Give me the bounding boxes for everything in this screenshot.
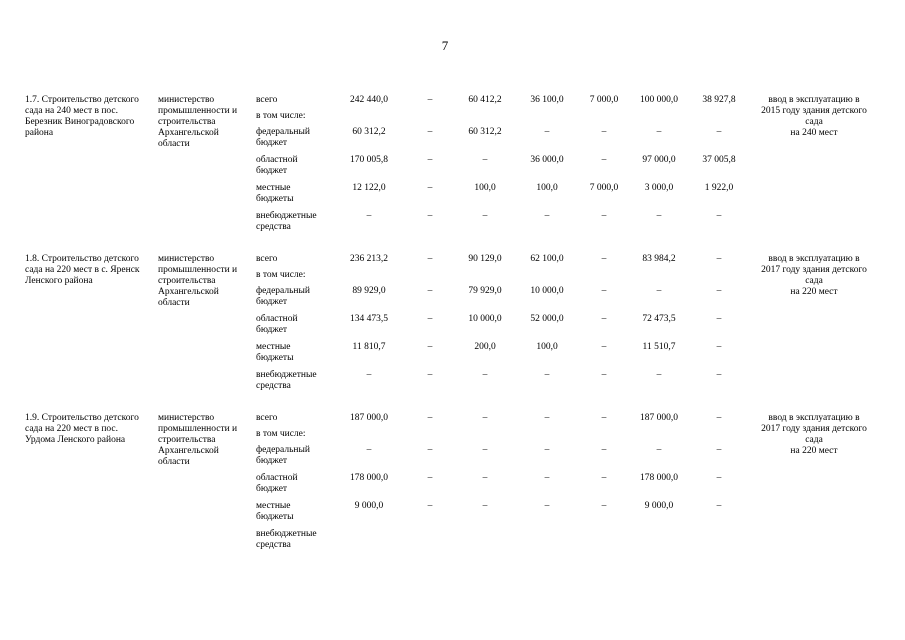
- funding-value: 36 100,0: [530, 95, 564, 105]
- funding-row: [0, 370, 905, 392]
- funding-source-label: в том числе:: [256, 111, 306, 121]
- funding-row: [0, 529, 905, 551]
- entry-executor: министерство промышленности и строительства Архангельской области: [158, 95, 238, 149]
- funding-value: 60 312,2: [352, 127, 386, 137]
- funding-source-label: внебюджетные средства: [256, 529, 317, 550]
- entry-name: 1.8. Строительство детского сада на 220 мест в с. Яренск Ленского района: [25, 254, 140, 286]
- funding-value: –: [716, 254, 722, 264]
- funding-value: 178 000,0: [640, 473, 678, 483]
- funding-value: 1 922,0: [704, 183, 734, 193]
- funding-value: 100,0: [536, 342, 558, 352]
- funding-value: –: [544, 445, 550, 455]
- funding-value: –: [482, 155, 488, 165]
- funding-value: –: [656, 370, 662, 380]
- funding-row: [0, 183, 905, 205]
- funding-source-label: федеральный бюджет: [256, 127, 310, 148]
- funding-value: 89 929,0: [352, 286, 386, 296]
- funding-value: –: [482, 370, 488, 380]
- funding-value: 83 984,2: [642, 254, 676, 264]
- funding-row: [0, 473, 905, 495]
- funding-value: –: [656, 286, 662, 296]
- page-number: 7: [441, 38, 449, 53]
- funding-value: –: [601, 413, 607, 423]
- funding-value: –: [427, 211, 433, 221]
- funding-value: –: [716, 370, 722, 380]
- funding-value: –: [427, 127, 433, 137]
- funding-source-label: областной бюджет: [256, 314, 298, 335]
- entry-name: 1.7. Строительство детского сада на 240 мест в пос. Березник Виноградовского района: [25, 95, 139, 138]
- funding-value: –: [427, 286, 433, 296]
- funding-value: 90 129,0: [468, 254, 502, 264]
- funding-source-label: областной бюджет: [256, 473, 298, 494]
- funding-value: –: [601, 254, 607, 264]
- entry-executor: министерство промышленности и строительства Архангельской области: [158, 413, 238, 467]
- funding-source-label: областной бюджет: [256, 155, 298, 176]
- funding-value: 178 000,0: [350, 473, 388, 483]
- funding-value: –: [482, 413, 488, 423]
- funding-value: 62 100,0: [530, 254, 564, 264]
- funding-value: –: [427, 445, 433, 455]
- funding-value: 10 000,0: [530, 286, 564, 296]
- entry-executor: министерство промышленности и строительства Архангельской области: [158, 254, 238, 308]
- funding-value: –: [716, 314, 722, 324]
- funding-value: –: [656, 211, 662, 221]
- funding-value: –: [482, 211, 488, 221]
- funding-value: –: [601, 155, 607, 165]
- funding-source-label: в том числе:: [256, 429, 306, 439]
- funding-value: –: [656, 445, 662, 455]
- funding-value: 170 005,8: [350, 155, 388, 165]
- funding-value: 3 000,0: [644, 183, 674, 193]
- funding-value: –: [427, 342, 433, 352]
- funding-source-label: местные бюджеты: [256, 183, 294, 204]
- funding-value: 100 000,0: [640, 95, 678, 105]
- funding-row: [0, 211, 905, 233]
- funding-value: 9 000,0: [354, 501, 384, 511]
- funding-value: –: [427, 183, 433, 193]
- funding-value: 187 000,0: [350, 413, 388, 423]
- funding-source-label: местные бюджеты: [256, 501, 294, 522]
- funding-value: –: [601, 473, 607, 483]
- funding-value: –: [544, 501, 550, 511]
- funding-value: –: [601, 370, 607, 380]
- funding-source-label: внебюджетные средства: [256, 211, 317, 232]
- funding-value: –: [482, 501, 488, 511]
- funding-source-label: местные бюджеты: [256, 342, 294, 363]
- funding-value: 72 473,5: [642, 314, 676, 324]
- funding-value: 60 412,2: [468, 95, 502, 105]
- funding-value: –: [544, 211, 550, 221]
- funding-source-label: всего: [256, 95, 278, 105]
- funding-value: –: [544, 413, 550, 423]
- funding-source-label: федеральный бюджет: [256, 286, 310, 307]
- funding-value: 37 005,8: [702, 155, 736, 165]
- funding-value: –: [366, 211, 372, 221]
- funding-value: –: [482, 445, 488, 455]
- funding-row: [0, 342, 905, 364]
- funding-value: 36 000,0: [530, 155, 564, 165]
- funding-row: [0, 314, 905, 336]
- funding-value: –: [716, 286, 722, 296]
- funding-value: –: [544, 473, 550, 483]
- entry-name: 1.9. Строительство детского сада на 220 мест в пос. Урдома Ленского района: [25, 413, 139, 445]
- funding-source-label: внебюджетные средства: [256, 370, 317, 391]
- funding-value: –: [601, 211, 607, 221]
- funding-value: –: [601, 501, 607, 511]
- funding-value: –: [716, 473, 722, 483]
- funding-value: –: [601, 286, 607, 296]
- funding-source-label: всего: [256, 254, 278, 264]
- funding-value: 11 510,7: [642, 342, 676, 352]
- funding-value: 10 000,0: [468, 314, 502, 324]
- funding-value: –: [716, 445, 722, 455]
- funding-row: [0, 501, 905, 523]
- funding-value: –: [544, 127, 550, 137]
- funding-value: –: [427, 314, 433, 324]
- funding-row: [0, 127, 905, 149]
- funding-value: 134 473,5: [350, 314, 388, 324]
- funding-source-label: федеральный бюджет: [256, 445, 310, 466]
- funding-source-label: в том числе:: [256, 270, 306, 280]
- funding-value: 100,0: [536, 183, 558, 193]
- funding-value: 187 000,0: [640, 413, 678, 423]
- funding-value: –: [427, 254, 433, 264]
- funding-value: –: [601, 314, 607, 324]
- funding-value: 9 000,0: [644, 501, 674, 511]
- funding-value: –: [482, 473, 488, 483]
- entry-result: ввод в эксплуатацию в 2015 году здания детского сада на 240 мест: [761, 95, 867, 138]
- funding-row: [0, 155, 905, 177]
- funding-row: [0, 445, 905, 467]
- funding-value: –: [427, 413, 433, 423]
- funding-value: 236 213,2: [350, 254, 388, 264]
- funding-value: –: [716, 413, 722, 423]
- funding-value: 38 927,8: [702, 95, 736, 105]
- funding-value: 97 000,0: [642, 155, 676, 165]
- funding-value: –: [716, 342, 722, 352]
- funding-value: –: [544, 370, 550, 380]
- funding-value: 7 000,0: [589, 183, 619, 193]
- funding-value: –: [656, 127, 662, 137]
- funding-value: –: [427, 370, 433, 380]
- funding-value: 52 000,0: [530, 314, 564, 324]
- funding-value: –: [716, 211, 722, 221]
- entry-result: ввод в эксплуатацию в 2017 году здания детского сада на 220 мест: [761, 254, 867, 297]
- funding-value: –: [601, 445, 607, 455]
- funding-value: –: [366, 370, 372, 380]
- funding-value: 100,0: [474, 183, 496, 193]
- funding-value: –: [716, 127, 722, 137]
- funding-value: –: [601, 127, 607, 137]
- funding-value: 12 122,0: [352, 183, 386, 193]
- funding-value: 7 000,0: [589, 95, 619, 105]
- entry-result: ввод в эксплуатацию в 2017 году здания детского сада на 220 мест: [761, 413, 867, 456]
- funding-value: 60 312,2: [468, 127, 502, 137]
- funding-row: [0, 286, 905, 308]
- funding-value: –: [366, 445, 372, 455]
- funding-value: 200,0: [474, 342, 496, 352]
- funding-value: 242 440,0: [350, 95, 388, 105]
- funding-value: 79 929,0: [468, 286, 502, 296]
- funding-value: –: [427, 155, 433, 165]
- funding-source-label: всего: [256, 413, 278, 423]
- funding-value: –: [427, 95, 433, 105]
- funding-value: 11 810,7: [352, 342, 386, 352]
- funding-value: –: [427, 501, 433, 511]
- funding-value: –: [601, 342, 607, 352]
- funding-value: –: [716, 501, 722, 511]
- funding-value: –: [427, 473, 433, 483]
